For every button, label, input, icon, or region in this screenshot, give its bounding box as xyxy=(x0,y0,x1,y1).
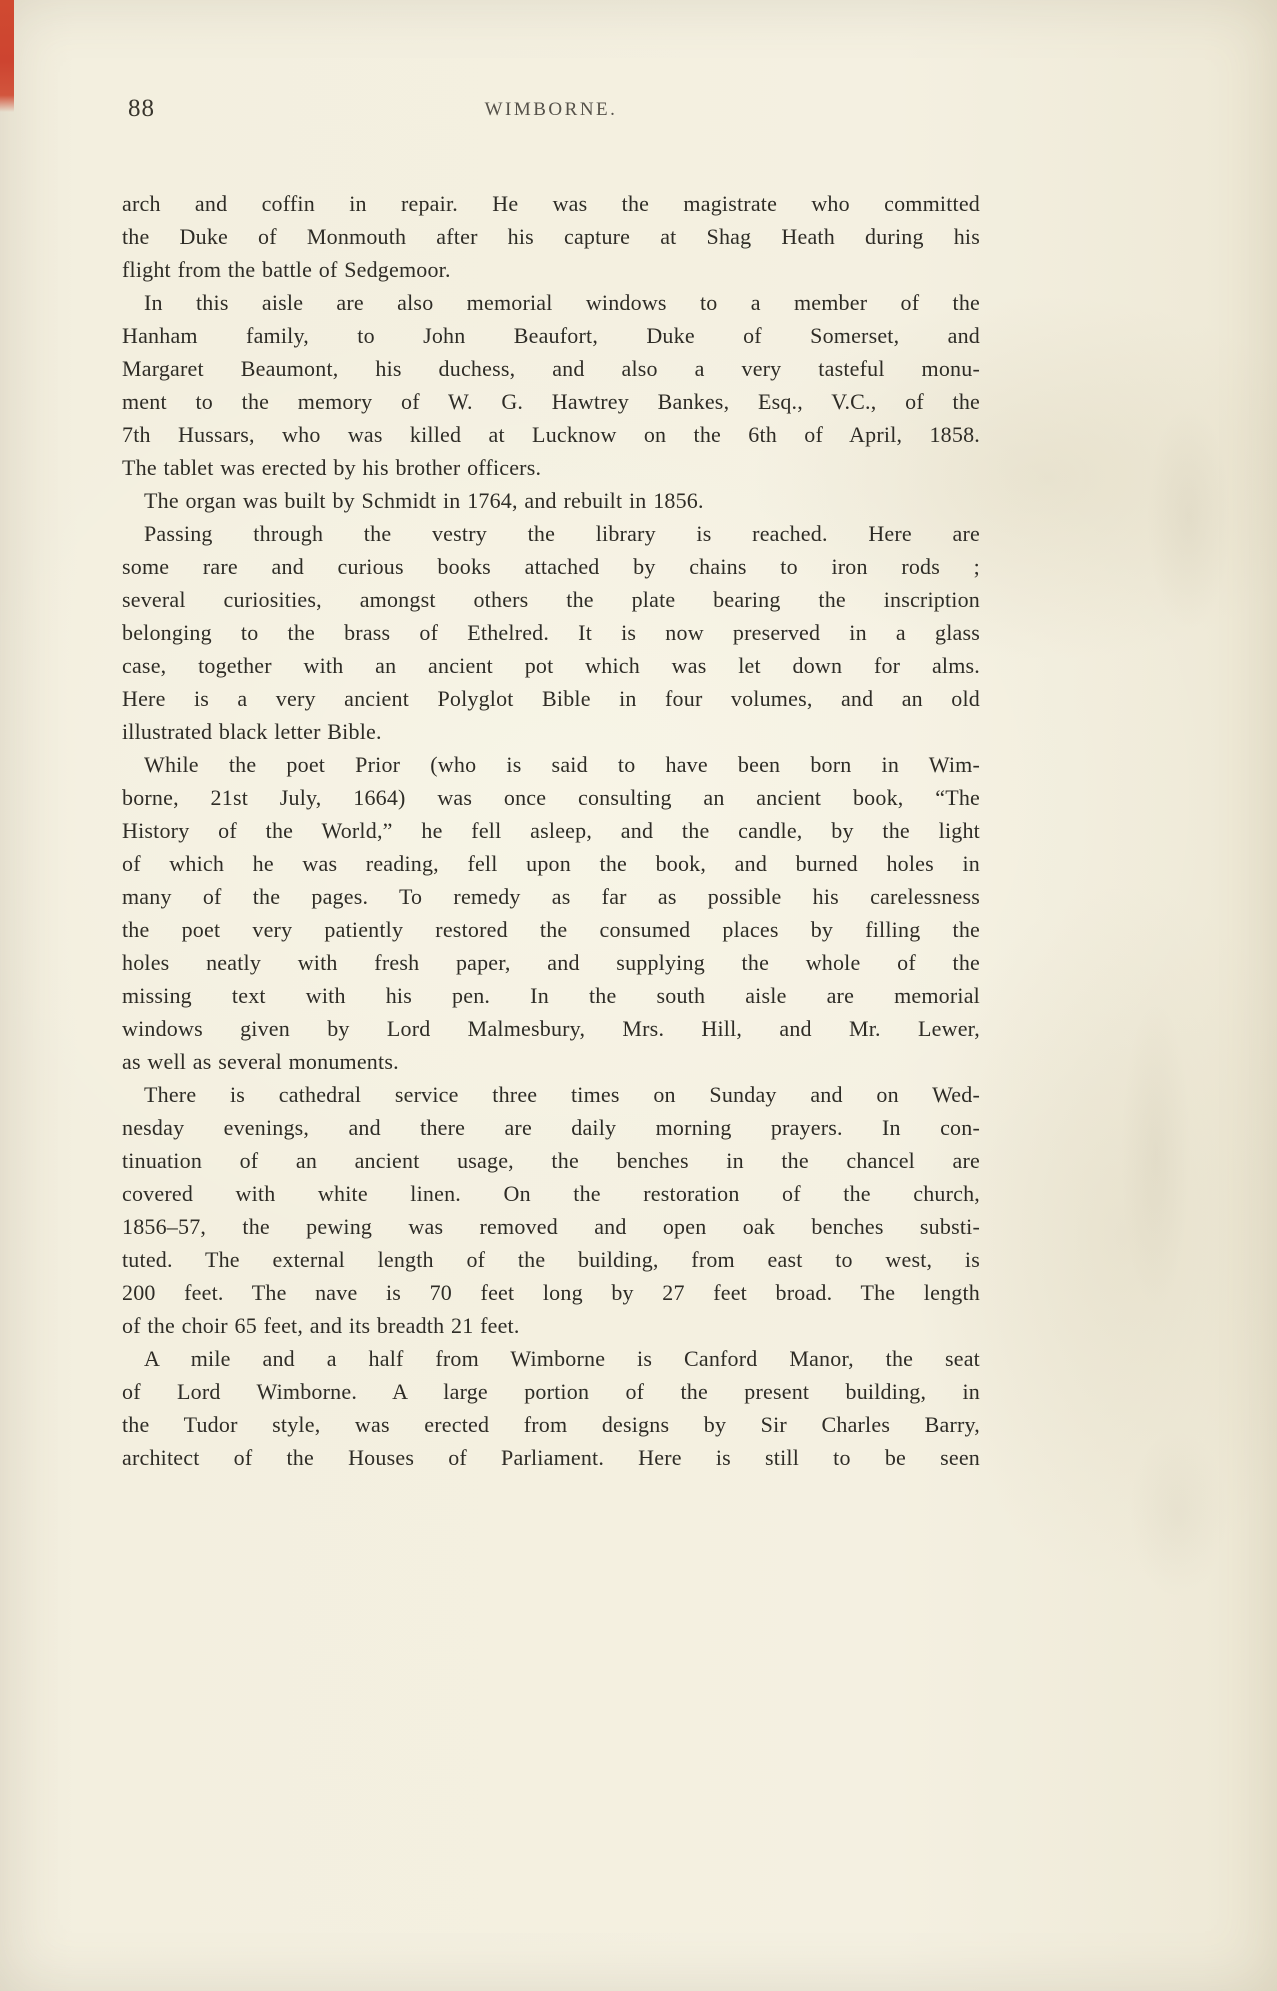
scan-smudge-artifacts xyxy=(1057,0,1277,1991)
text-line: 7th Hussars, who was killed at Lucknow on the 6th of April, 1858. xyxy=(122,422,980,447)
text-line: Passing through the vestry the library is reached. Here are xyxy=(144,521,980,546)
paragraph xyxy=(122,1342,980,1474)
text-line: as well as several monuments. xyxy=(122,1049,399,1074)
text-line: tinuation of an ancient usage, the benches in the chancel are xyxy=(122,1148,980,1173)
text-line: ment to the memory of W. G. Hawtrey Bankes, Esq., V.C., of the xyxy=(122,389,980,414)
paragraph xyxy=(122,1078,980,1342)
text-line: some rare and curious books attached by chains to iron rods ; xyxy=(122,554,980,579)
text-line: missing text with his pen. In the south aisle are memorial xyxy=(122,983,980,1008)
text-line: The tablet was erected by his brother officers. xyxy=(122,455,542,480)
text-line: 200 feet. The nave is 70 feet long by 27 feet broad. The length xyxy=(122,1280,980,1305)
text-line: the Duke of Monmouth after his capture at Shag Heath during his xyxy=(122,224,980,249)
text-line: Margaret Beaumont, his duchess, and also a very tasteful monu- xyxy=(122,356,980,381)
text-line: Here is a very ancient Polyglot Bible in four volumes, and an old xyxy=(122,686,980,711)
paragraph xyxy=(122,748,980,1078)
text-line: While the poet Prior (who is said to have been born in Wim- xyxy=(144,752,980,777)
text-line: several curiosities, amongst others the plate bearing the inscription xyxy=(122,587,980,612)
paragraph xyxy=(122,517,980,748)
text-line: architect of the Houses of Parliament. Here is still to be seen xyxy=(122,1445,980,1470)
text-line: History of the World,” he fell asleep, and the candle, by the light xyxy=(122,818,980,843)
text-line: of which he was reading, fell upon the book, and burned holes in xyxy=(122,851,980,876)
text-line: A mile and a half from Wimborne is Canford Manor, the seat xyxy=(144,1346,980,1371)
text-line: many of the pages. To remedy as far as possible his carelessness xyxy=(122,884,980,909)
page-number: 88 xyxy=(128,95,155,122)
text-line: The organ was built by Schmidt in 1764, and rebuilt in 1856. xyxy=(144,488,704,513)
text-line: of the choir 65 feet, and its breadth 21 feet. xyxy=(122,1313,520,1338)
text-line: holes neatly with fresh paper, and supplying the whole of the xyxy=(122,950,980,975)
text-line: case, together with an ancient pot which was let down for alms. xyxy=(122,653,980,678)
text-line: Hanham family, to John Beaufort, Duke of Somerset, and xyxy=(122,323,980,348)
text-line: the poet very patiently restored the consumed places by filling the xyxy=(122,917,980,942)
body-text xyxy=(122,187,980,1474)
text-line: tuted. The external length of the building, from east to west, is xyxy=(122,1247,980,1272)
text-line: nesday evenings, and there are daily morning prayers. In con- xyxy=(122,1115,980,1140)
text-line: In this aisle are also memorial windows to a member of the xyxy=(144,290,980,315)
page-header xyxy=(122,95,980,125)
text-line: illustrated black letter Bible. xyxy=(122,719,382,744)
text-line: borne, 21st July, 1664) was once consulting an ancient book, “The xyxy=(122,785,980,810)
text-line: of Lord Wimborne. A large portion of the present building, in xyxy=(122,1379,980,1404)
text-line: covered with white linen. On the restoration of the church, xyxy=(122,1181,980,1206)
text-line: windows given by Lord Malmesbury, Mrs. Hill, and Mr. Lewer, xyxy=(122,1016,980,1041)
text-line: There is cathedral service three times on Sunday and on Wed- xyxy=(144,1082,980,1107)
paragraph xyxy=(122,484,980,517)
text-line: 1856–57, the pewing was removed and open oak benches substi- xyxy=(122,1214,980,1239)
text-line: the Tudor style, was erected from designs by Sir Charles Barry, xyxy=(122,1412,980,1437)
paragraph xyxy=(122,187,980,286)
text-line: arch and coffin in repair. He was the magistrate who committed xyxy=(122,191,980,216)
text-line: flight from the battle of Sedgemoor. xyxy=(122,257,451,282)
paragraph xyxy=(122,286,980,484)
running-title: WIMBORNE. xyxy=(484,99,618,120)
text-line: belonging to the brass of Ethelred. It is now preserved in a glass xyxy=(122,620,980,645)
